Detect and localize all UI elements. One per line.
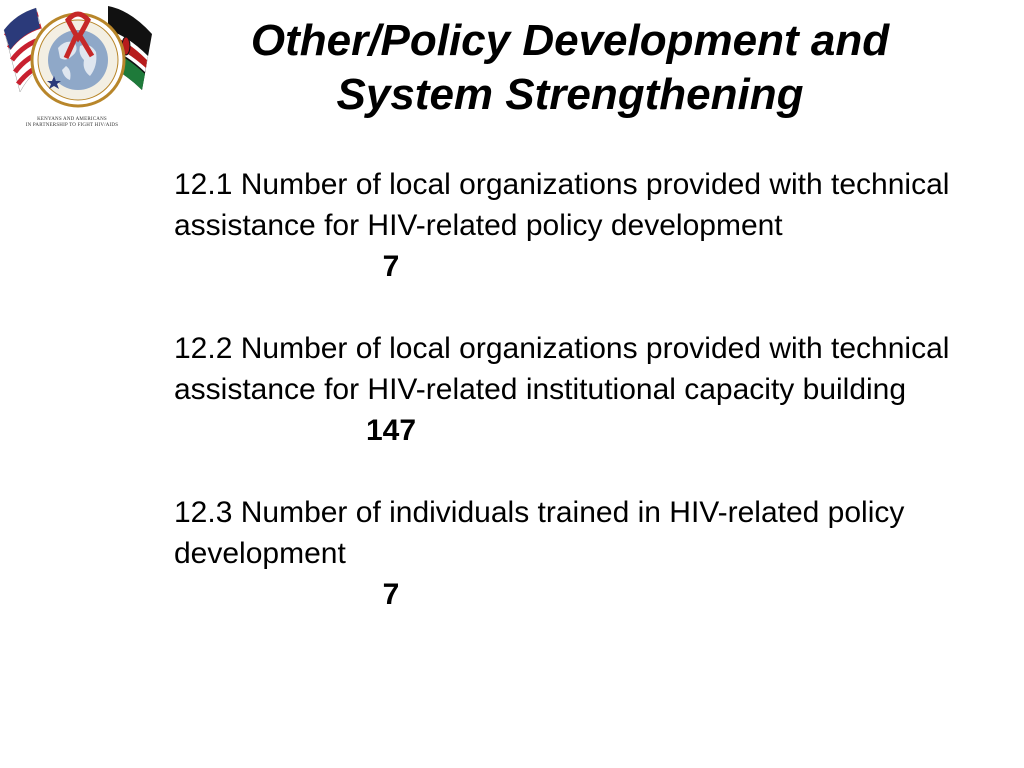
indicator-text: 12.3 Number of individuals trained in HIV-related policy development bbox=[174, 496, 905, 570]
indicator-value bbox=[174, 246, 954, 287]
indicator-value-number: 147 bbox=[365, 414, 417, 447]
logo-caption-line1: KENYANS AND AMERICANS bbox=[37, 117, 107, 122]
logo-seal-graphic bbox=[2, 0, 158, 120]
indicator-value-number: 7 bbox=[382, 250, 400, 283]
indicator-value bbox=[174, 410, 954, 451]
indicator-text: 12.2 Number of local organizations provided with technical assistance for HIV-related institutional capacity building bbox=[174, 332, 950, 406]
indicator-value-number: 7 bbox=[382, 578, 400, 611]
indicator-text: 12.1 Number of local organizations provided with technical assistance for HIV-related policy development bbox=[174, 168, 950, 242]
indicator-list bbox=[174, 164, 954, 656]
slide-title-line1: Other/Policy Development and bbox=[250, 16, 890, 65]
slide-title-line2: System Strengthening bbox=[336, 70, 804, 119]
logo-caption-line2: IN PARTNERSHIP TO FIGHT HIV/AIDS bbox=[25, 123, 119, 128]
indicator-item bbox=[174, 492, 954, 615]
indicator-item bbox=[174, 328, 954, 451]
indicator-item bbox=[174, 164, 954, 287]
slide-title bbox=[160, 14, 980, 122]
logo-caption bbox=[22, 117, 122, 129]
indicator-value bbox=[174, 574, 954, 615]
pepfar-kenya-logo bbox=[2, 0, 158, 136]
